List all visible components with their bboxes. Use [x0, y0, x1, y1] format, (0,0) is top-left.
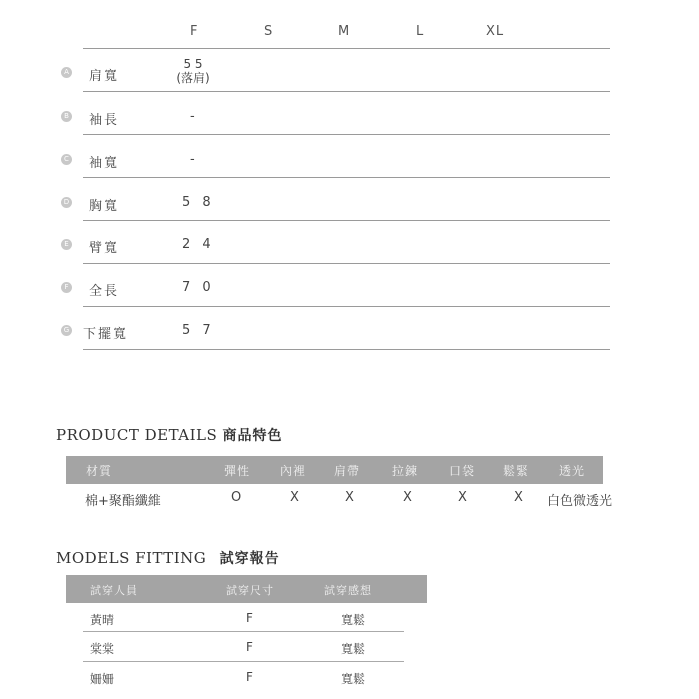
measure-value: 5 7: [182, 323, 215, 338]
tester-name: 棠棠: [90, 642, 115, 656]
heading-cn: 試穿報告: [219, 551, 280, 567]
models-fitting-header-bar: [66, 575, 427, 603]
measure-name: 下擺寬: [83, 327, 129, 342]
column-header: 拉鍊: [392, 464, 419, 478]
measure-value: -: [190, 109, 199, 124]
tester-name: 黃晴: [90, 613, 115, 627]
column-header: 透光: [559, 464, 586, 478]
column-header: 彈性: [224, 464, 251, 478]
tester-name: 姍姍: [90, 672, 115, 686]
column-header: 口袋: [449, 464, 476, 478]
column-header: 內裡: [280, 464, 307, 478]
divider: [83, 220, 610, 221]
divider: [83, 349, 610, 350]
row-letter-badge: D: [61, 197, 72, 208]
size-header-f: F: [190, 24, 199, 39]
heading-en: PRODUCT DETAILS: [56, 426, 218, 444]
tester-size: F: [246, 611, 253, 625]
value-elasticity: O: [231, 490, 242, 505]
size-header-l: L: [416, 24, 425, 39]
tester-size: F: [246, 640, 253, 654]
divider: [83, 263, 610, 264]
row-letter-badge: E: [61, 239, 72, 250]
tester-feedback: 寬鬆: [341, 642, 366, 656]
column-header: 材質: [86, 464, 113, 478]
value-pocket: X: [458, 490, 467, 505]
measure-name: 袖長: [89, 113, 120, 128]
row-letter-badge: F: [61, 282, 72, 293]
column-header: 試穿人員: [90, 584, 138, 597]
value-lining: X: [290, 490, 299, 505]
column-header: 試穿尺寸: [226, 584, 274, 597]
divider: [83, 306, 610, 307]
measure-value: 5 8: [182, 195, 215, 210]
row-letter-badge: B: [61, 111, 72, 122]
tester-size: F: [246, 670, 253, 684]
column-header: 肩帶: [334, 464, 361, 478]
value-zipper: X: [403, 490, 412, 505]
measure-name: 袖寬: [89, 156, 120, 171]
heading-en: MODELS FITTING: [56, 549, 207, 567]
row-letter-badge: A: [61, 67, 72, 78]
heading-cn: 商品特色: [222, 428, 283, 444]
measure-name: 肩寬: [89, 69, 120, 84]
size-header-s: S: [264, 24, 274, 39]
tester-feedback: 寬鬆: [341, 613, 366, 627]
measure-note: (落肩): [176, 71, 210, 85]
models-fitting-heading: [56, 548, 280, 568]
measure-value: 5 5: [183, 57, 203, 71]
value-sheerness: 白色微透光: [547, 494, 613, 509]
value-material: 棉+聚酯纖維: [85, 494, 161, 509]
tester-feedback: 寬鬆: [341, 672, 366, 686]
size-header-m: M: [338, 24, 351, 39]
measure-name: 臂寬: [89, 241, 120, 256]
divider: [83, 48, 610, 49]
size-header-xl: XL: [486, 24, 505, 39]
divider: [83, 661, 404, 662]
divider: [83, 91, 610, 92]
row-letter-badge: C: [61, 154, 72, 165]
measure-name: 胸寬: [89, 199, 120, 214]
measure-value: -: [190, 152, 199, 167]
row-letter-badge: G: [61, 325, 72, 336]
divider: [83, 134, 610, 135]
value-elastic: X: [514, 490, 523, 505]
value-strap: X: [345, 490, 354, 505]
product-details-heading: [56, 425, 283, 445]
divider: [83, 631, 404, 632]
measure-name: 全長: [89, 284, 120, 299]
measure-value: 7 0: [182, 280, 215, 295]
column-header: 鬆緊: [503, 464, 530, 478]
measure-value: 2 4: [182, 237, 215, 252]
product-details-header-bar: [66, 456, 603, 484]
divider: [83, 177, 610, 178]
column-header: 試穿感想: [324, 584, 372, 597]
